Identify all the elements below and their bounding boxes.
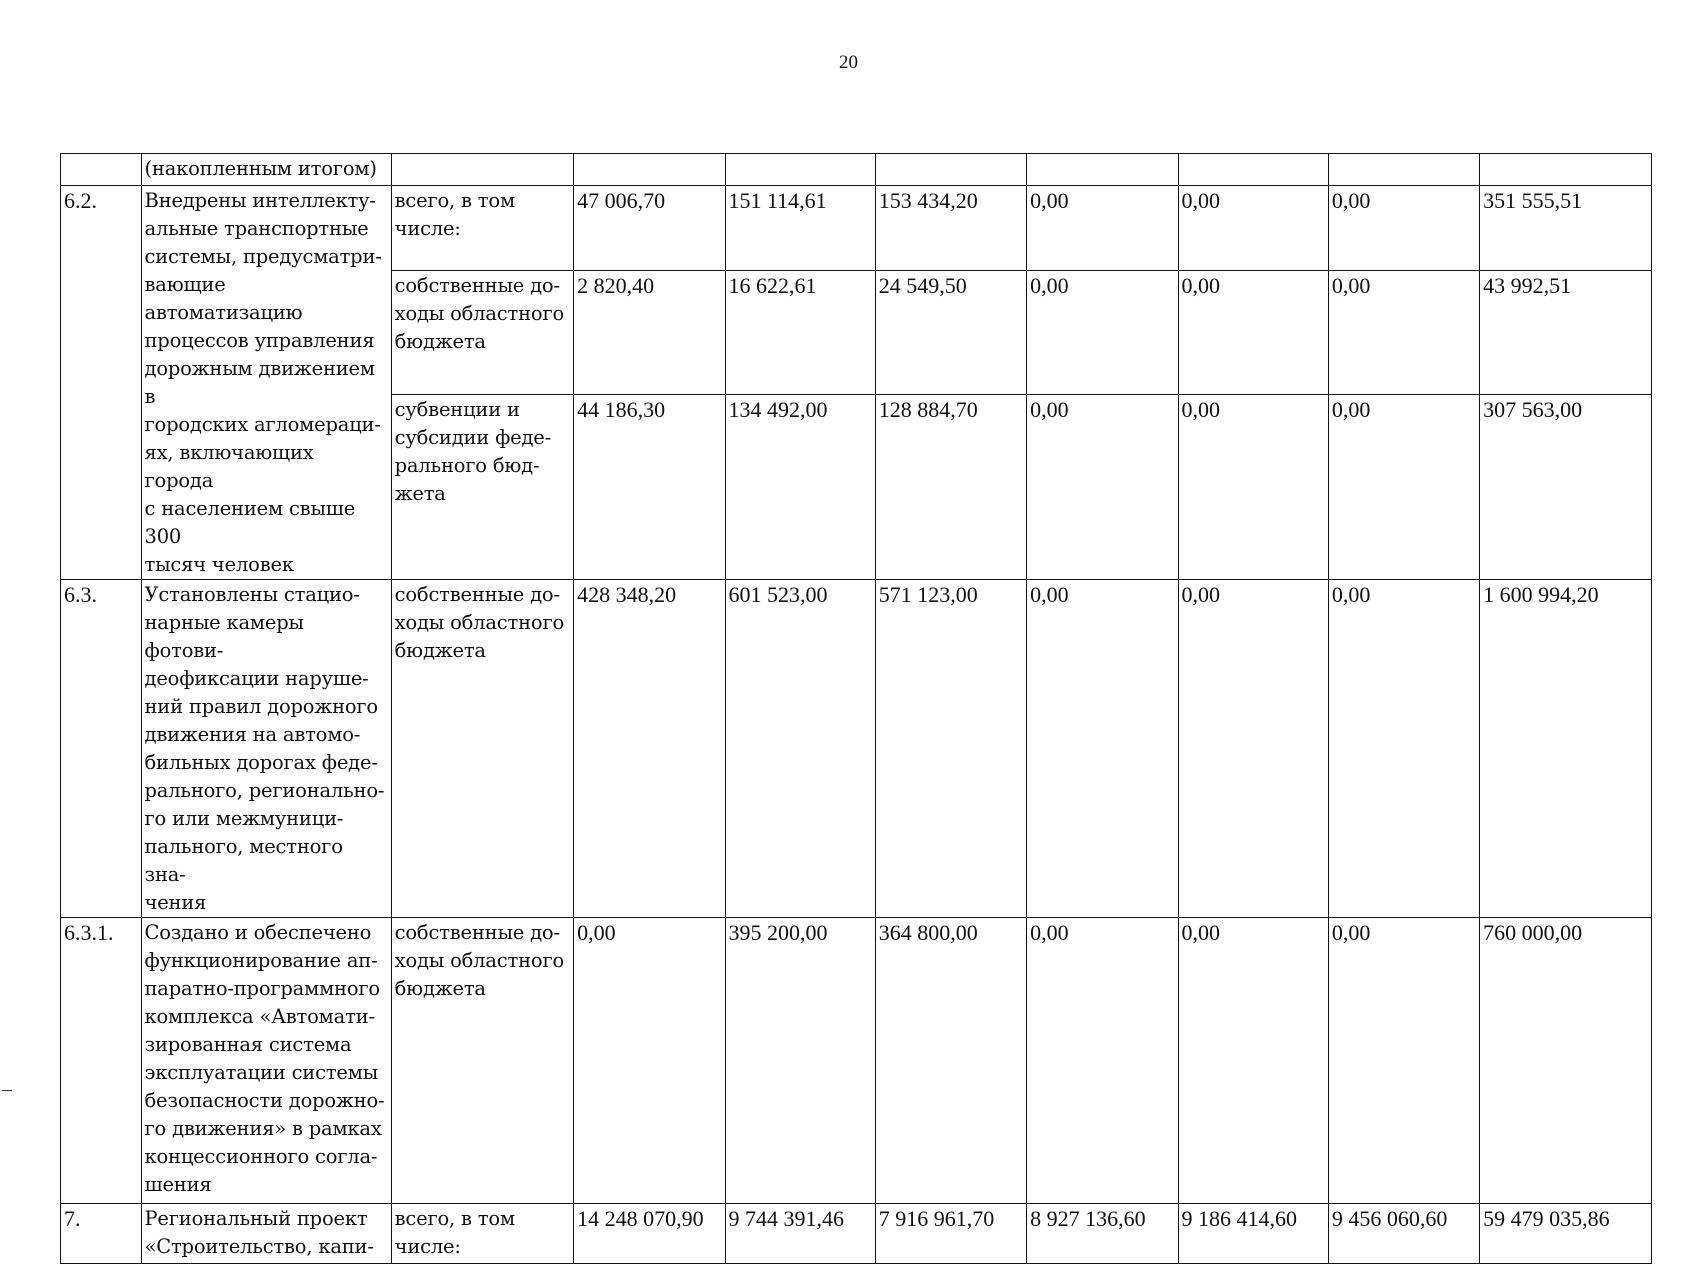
value-cell: [574, 154, 725, 186]
value-cell: 134 492,00: [725, 395, 875, 580]
value-cell: 9 744 391,46: [725, 1204, 875, 1264]
value-cell: 0,00: [574, 918, 725, 1204]
value-cell: 9 186 414,60: [1178, 1204, 1328, 1264]
table-row: [61, 1204, 1652, 1264]
value-cell: 0,00: [1328, 395, 1479, 580]
value-cell: [1027, 154, 1178, 186]
table-row: [61, 918, 1652, 1204]
value-cell: 0,00: [1178, 395, 1328, 580]
row-description: Региональный проект «Строительство, капи-: [141, 1204, 391, 1264]
table-row: [61, 154, 1652, 186]
value-cell: 571 123,00: [875, 580, 1026, 918]
total-cell: 1 600 994,20: [1480, 580, 1652, 918]
row-description: Установлены стацио- нарные камеры фотови- деофиксации наруше- ний правил дорожного движения на автомо- бильных дорогах феде- рального, регионально- го или межмуници- пального, местного зна- чения: [141, 580, 391, 918]
value-cell: 0,00: [1328, 186, 1479, 271]
value-cell: 7 916 961,70: [875, 1204, 1026, 1264]
value-cell: 0,00: [1178, 918, 1328, 1204]
funding-source: собственные до- ходы областного бюджета: [391, 580, 574, 918]
funding-source: собственные до- ходы областного бюджета: [391, 271, 574, 395]
value-cell: 9 456 060,60: [1328, 1204, 1479, 1264]
table-row: [61, 186, 1652, 271]
total-cell: 43 992,51: [1480, 271, 1652, 395]
row-code: 6.3.1.: [61, 918, 142, 1204]
funding-source: субвенции и субсидии феде- рального бюд- жета: [391, 395, 574, 580]
value-cell: 601 523,00: [725, 580, 875, 918]
table-row: [61, 580, 1652, 918]
row-description: (накопленным итогом): [141, 154, 391, 186]
row-code: 6.2.: [61, 186, 142, 580]
value-cell: 395 200,00: [725, 918, 875, 1204]
total-cell: 59 479 035,86: [1480, 1204, 1652, 1264]
value-cell: 0,00: [1178, 580, 1328, 918]
value-cell: 0,00: [1328, 580, 1479, 918]
value-cell: 153 434,20: [875, 186, 1026, 271]
value-cell: 0,00: [1178, 271, 1328, 395]
row-code: 7.: [61, 1204, 142, 1264]
value-cell: 0,00: [1027, 271, 1178, 395]
funding-source: всего, в том числе:: [391, 1204, 574, 1264]
value-cell: 24 549,50: [875, 271, 1026, 395]
total-cell: 307 563,00: [1480, 395, 1652, 580]
row-code: 6.3.: [61, 580, 142, 918]
total-cell: [1480, 154, 1652, 186]
funding-source: всего, в том числе:: [391, 186, 574, 271]
funding-source: собственные до- ходы областного бюджета: [391, 918, 574, 1204]
budget-table: [60, 153, 1652, 1264]
value-cell: 128 884,70: [875, 395, 1026, 580]
row-description: Создано и обеспечено функционирование ап- паратно-программного комплекса «Автомати- зированная система эксплуатации системы безопасности дорожно- го движения» в рамках концессионного согла- шения: [141, 918, 391, 1204]
value-cell: [725, 154, 875, 186]
value-cell: 0,00: [1178, 186, 1328, 271]
value-cell: 0,00: [1027, 395, 1178, 580]
value-cell: 8 927 136,60: [1027, 1204, 1178, 1264]
page-number: 20: [839, 52, 858, 73]
funding-source: [391, 154, 574, 186]
value-cell: 16 622,61: [725, 271, 875, 395]
value-cell: 0,00: [1328, 918, 1479, 1204]
value-cell: [875, 154, 1026, 186]
value-cell: 0,00: [1027, 918, 1178, 1204]
row-description: Внедрены интеллекту- альные транспортные системы, предусматри- вающие автоматизацию процессов управления дорожным движением в городских агломераци- ях, включающих города с населением свыше 300 тысяч человек: [141, 186, 391, 580]
value-cell: 44 186,30: [574, 395, 725, 580]
value-cell: 0,00: [1027, 186, 1178, 271]
value-cell: 364 800,00: [875, 918, 1026, 1204]
value-cell: 0,00: [1027, 580, 1178, 918]
value-cell: 428 348,20: [574, 580, 725, 918]
total-cell: 760 000,00: [1480, 918, 1652, 1204]
value-cell: 0,00: [1328, 271, 1479, 395]
value-cell: 151 114,61: [725, 186, 875, 271]
value-cell: [1178, 154, 1328, 186]
margin-mark: [2, 1090, 12, 1091]
row-code: [61, 154, 142, 186]
total-cell: 351 555,51: [1480, 186, 1652, 271]
value-cell: 2 820,40: [574, 271, 725, 395]
value-cell: 14 248 070,90: [574, 1204, 725, 1264]
value-cell: 47 006,70: [574, 186, 725, 271]
value-cell: [1328, 154, 1479, 186]
